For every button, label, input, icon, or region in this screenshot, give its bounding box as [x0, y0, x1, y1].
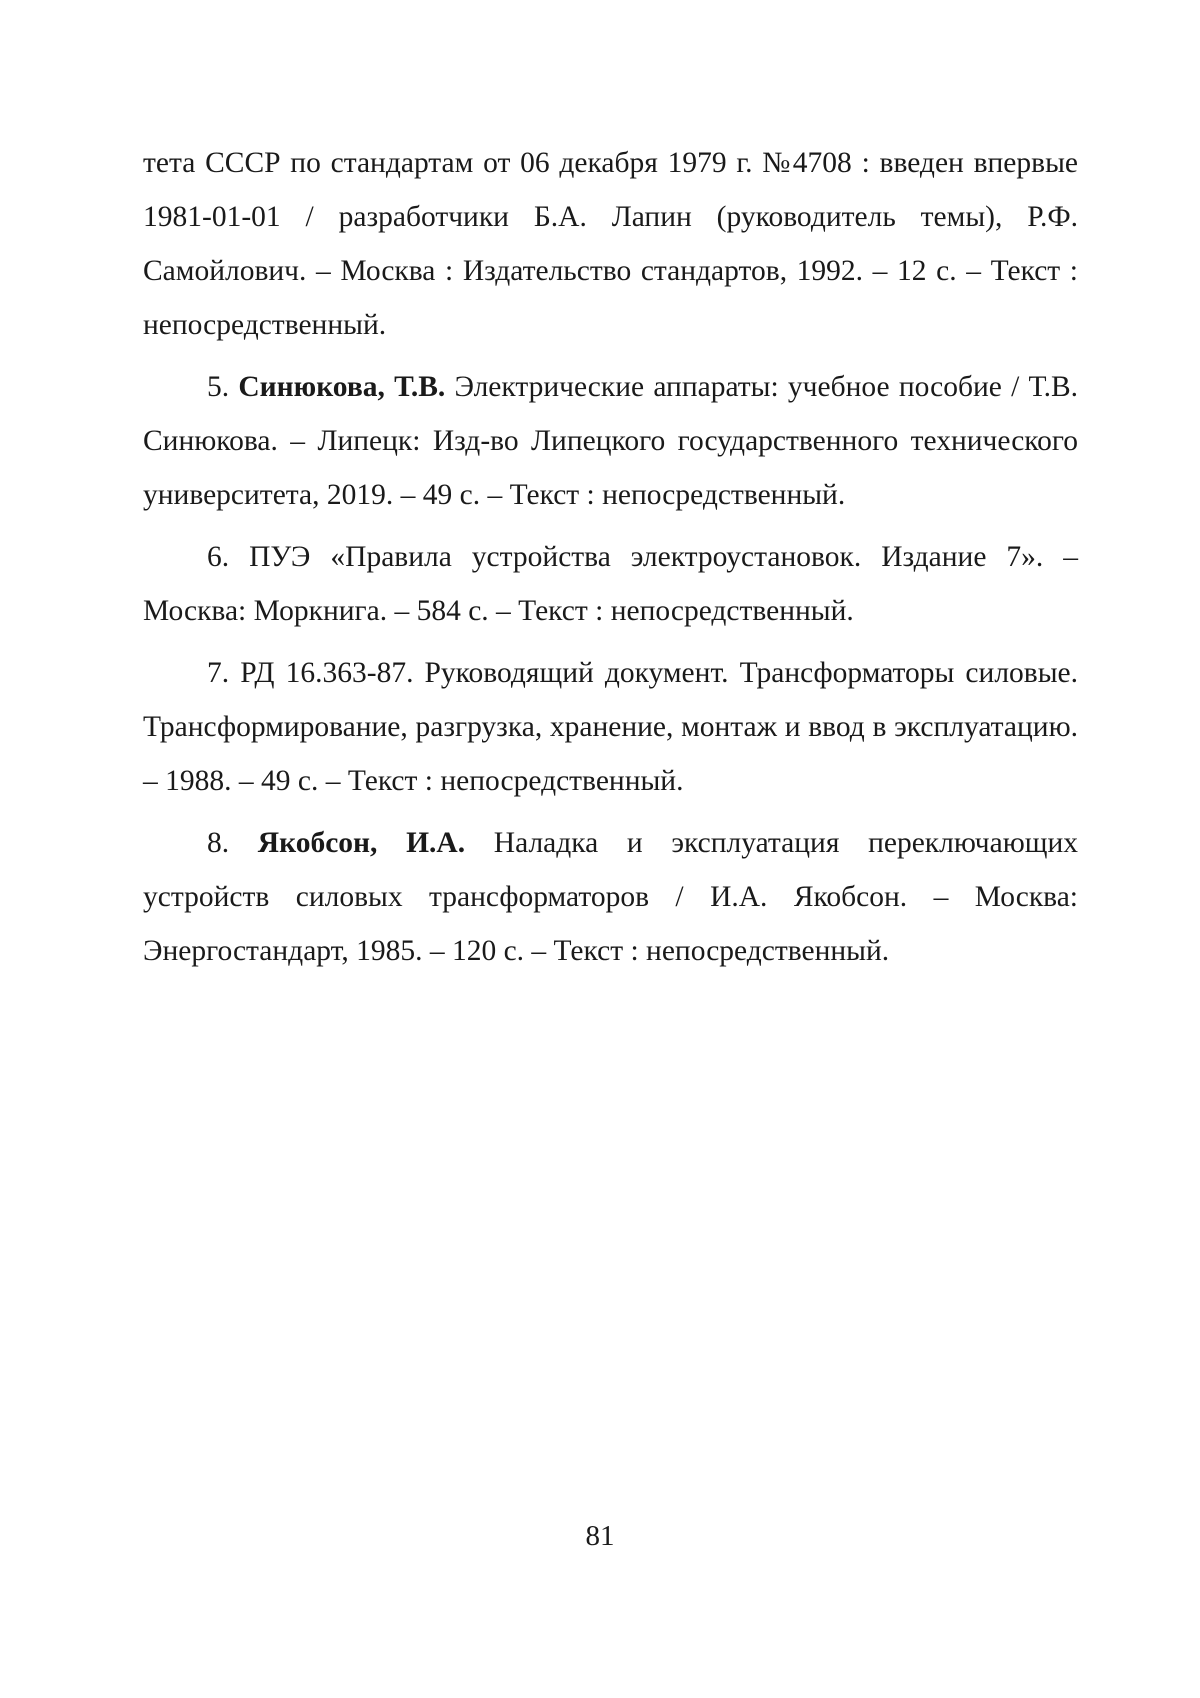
reference-item-5 [143, 360, 1078, 522]
reference-number: 5. [207, 371, 230, 403]
reference-list [143, 136, 1078, 986]
reference-number: 6. [207, 541, 230, 573]
reference-text: ПУЭ «Правила устройства электроустановок. Издание 7». – Москва: Моркнига. – 584 с. – Текст : непосредственный. [143, 541, 1079, 627]
page-number: 81 [585, 1520, 615, 1552]
reference-text: Электрические аппараты: учебное пособие / Т.В. Синюкова. – Липецк: Изд-во Липецкого государственного технического университета, 2019. – 49 с. – Текст : непосредственный. [143, 371, 1079, 511]
reference-text: Наладка и эксплуатация переключающих устройств силовых трансформаторов / И.А. Якобсон. – Москва: Энергостандарт, 1985. – 120 с. – Текст : непосредственный. [143, 827, 1078, 967]
reference-item-7 [143, 646, 1078, 808]
reference-continuation: тета СССР по стандартам от 06 декабря 1979 г. №4708 : введен впервые 1981-01-01 / разработчики Б.А. Лапин (руководитель темы), Р.Ф. Самойлович. – Москва : Издательство стандартов, 1992. – 12 с. – Текст : непосредственный. [143, 147, 1078, 341]
reference-author: Синюкова, Т.В. [238, 371, 446, 403]
reference-number: 8. [207, 827, 230, 859]
reference-item-8 [143, 816, 1078, 978]
reference-author: Якобсон, И.А. [257, 827, 466, 859]
reference-text: РД 16.363-87. Руководящий документ. Трансформаторы силовые. Трансформирование, разгрузка, хранение, монтаж и ввод в эксплуатацию. – 1988. – 49 с. – Текст : непосредственный. [143, 657, 1079, 797]
reference-item-6 [143, 530, 1078, 638]
reference-number: 7. [207, 657, 230, 689]
